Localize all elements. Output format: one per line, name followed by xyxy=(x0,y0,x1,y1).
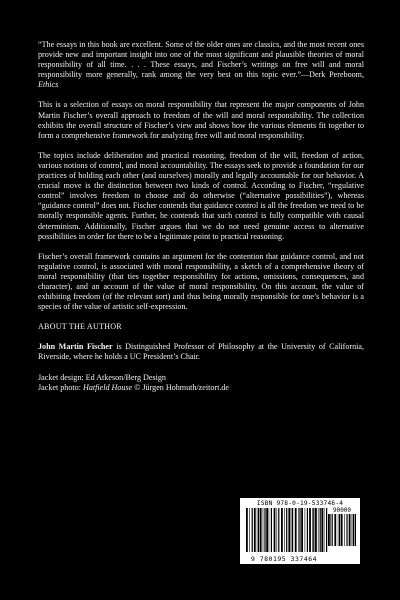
isbn-number: ISBN 978-0-19-533746-4 xyxy=(256,500,344,507)
ean-digits: 9 780195 337464 xyxy=(250,555,318,563)
author-name: John Martin Fischer xyxy=(38,342,113,352)
description-paragraph: This is a selection of essays on moral responsibility that represent the major components of John Martin Fischer’s overall approach to freedom of the will and moral responsibility. The collection exhibits the overall structure of Fischer’s view and shows how the various elements fit together to form a comprehensive framework for analyzing free will and moral responsibility. xyxy=(38,100,364,140)
author-bio xyxy=(38,342,364,362)
price-addon-number: 90000 xyxy=(332,507,352,514)
isbn-barcode xyxy=(240,498,360,564)
author-bio-text: is Distinguished Professor of Philosophy at the University of California, Riverside, where he holds a UC President’s Chair. xyxy=(38,342,364,362)
jacket-photo-credit: Jacket photo: Hatfield House © Jürgen Hohmuth/zeitort.de xyxy=(38,382,230,392)
about-author-heading: ABOUT THE AUTHOR xyxy=(38,322,122,332)
description-paragraph: Fischer’s overall framework contains an argument for the contention that guidance control, and not regulative control, is associated with moral responsibility, a sketch of a comprehensive theory of moral responsibility (that ties together responsibility for actions, omissions, consequences, and character), and an account of the value of moral responsibility. On this account, the value of exhibiting freedom (of the relevant sort) and thus being morally responsible for one’s behavior is a species of the value of artistic self-expression. xyxy=(38,251,364,312)
addon-barcode-bars xyxy=(328,514,356,554)
jacket-design-credit: Jacket design: Ed Atkeson/Berg Design xyxy=(38,372,166,382)
review-source: Ethics xyxy=(38,80,59,90)
review-quote-text: “The essays in this book are excellent. Some of the older ones are classics, and the most recent ones provide new and important insight into one of the most significant and plausible theories of moral responsibility of all time. . . . These essays, and Fischer’s writings on free will and moral responsibility more generally, rank among the very best on this topic ever.”—Derk Pereboom, xyxy=(38,40,364,80)
jacket-credits xyxy=(38,373,364,393)
description-paragraph: The topics include deliberation and practical reasoning, freedom of the will, freedom of action, various notions of control, and moral accountability. The essays seek to provide a foundation for our practices of holding each other (and ourselves) morally and legally accountable for our behavior. A crucial move is the distinction between two kinds of control. According to Fischer, “regulative control” involves freedom to choose and do otherwise (“alternative possibilities”), whereas “guidance control” does not. Fischer contends that guidance control is all the freedom we need to be morally responsible agents. Further, he contends that such control is fully compatible with causal determinism. Additionally, Fischer argues that we do not need genuine access to alternative possibilities in order for there to be a legitimate point to practical reasoning. xyxy=(38,150,364,241)
cover-text-column xyxy=(38,40,364,393)
photo-title: Hatfield House xyxy=(82,382,133,392)
review-quote xyxy=(38,40,364,90)
ean-barcode-bars xyxy=(246,508,328,554)
